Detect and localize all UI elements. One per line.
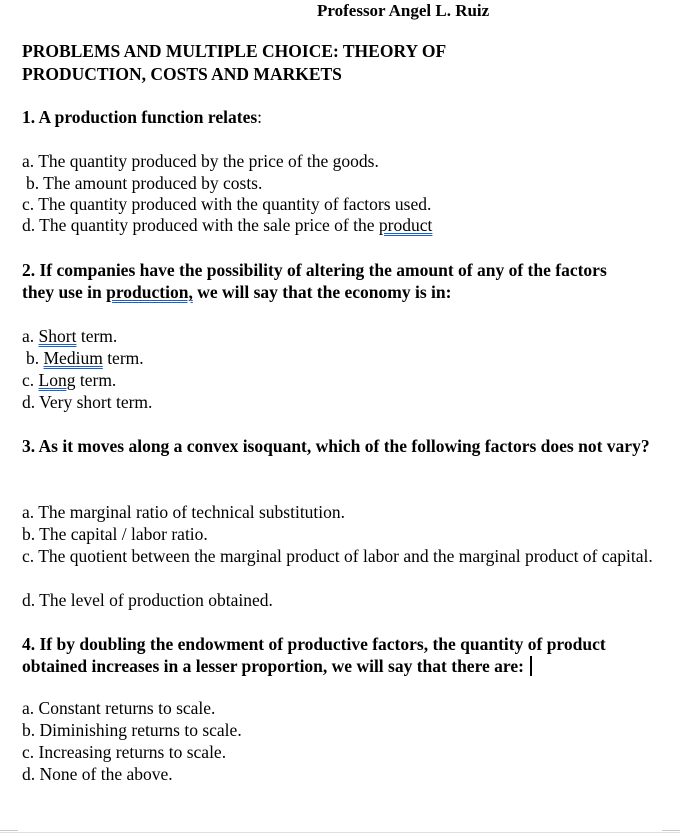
- question-1-option-b: b. The amount produced by costs.: [26, 173, 263, 193]
- question-1-colon: :: [257, 107, 263, 127]
- question-1-option-a: a. The quantity produced by the price of the goods.: [22, 151, 379, 171]
- question-4-text: 4. If by doubling the endowment of productive factors, the quantity of product obtained increases in a lesser proportion, we will say that there are:: [22, 634, 606, 676]
- option-letter: b.: [26, 348, 44, 368]
- option-letter: c.: [22, 370, 39, 390]
- question-3-option-b: b. The capital / labor ratio.: [22, 524, 208, 544]
- spellcheck-word[interactable]: product: [378, 215, 433, 235]
- question-4-option-d: d. None of the above.: [22, 764, 173, 784]
- question-3: 3. As it moves along a convex isoquant, which of the following factors does not vary?: [22, 436, 650, 456]
- option-suffix: term.: [75, 370, 117, 390]
- question-4-option-a: a. Constant returns to scale.: [22, 698, 216, 718]
- question-2: [22, 259, 667, 303]
- spellcheck-word[interactable]: Long: [38, 370, 76, 390]
- question-1-option-d: [22, 214, 432, 236]
- question-2-option-b: [26, 347, 144, 369]
- question-1-number: 1.: [22, 107, 36, 127]
- document-title-line-1: PROBLEMS AND MULTIPLE CHOICE: THEORY OF: [22, 41, 447, 61]
- question-1: [22, 106, 667, 128]
- header-author: Professor Angel L. Ruiz: [317, 1, 490, 20]
- question-2-line-2-suffix: we will say that the economy is in:: [192, 282, 452, 302]
- question-2-line-2-prefix: they use in: [22, 282, 107, 302]
- page-corner-mark-left: [0, 830, 18, 831]
- question-2-option-a: [22, 325, 117, 347]
- question-3-option-d: d. The level of production obtained.: [22, 590, 273, 610]
- page-bottom-edge: [0, 832, 680, 833]
- text-cursor: [530, 656, 532, 676]
- document-title: [22, 40, 582, 86]
- spellcheck-word[interactable]: Short: [38, 326, 77, 346]
- question-2-line-2: [22, 281, 667, 303]
- question-3-option-a: a. The marginal ratio of technical substitution.: [22, 502, 346, 522]
- question-4: [22, 633, 667, 677]
- document-title-line-2: PRODUCTION, COSTS AND MARKETS: [22, 64, 342, 84]
- question-1-option-c: c. The quantity produced with the quantity of factors used.: [22, 194, 432, 214]
- option-letter: a.: [22, 326, 39, 346]
- option-suffix: term.: [76, 326, 118, 346]
- question-2-line-1: 2. If companies have the possibility of altering the amount of any of the factors: [22, 260, 607, 280]
- page-corner-mark-right: [662, 830, 680, 831]
- question-1-option-d-text: d. The quantity produced with the sale price of the: [22, 215, 379, 235]
- question-4-option-c: c. Increasing returns to scale.: [22, 742, 227, 762]
- question-1-text: A production function relates: [38, 107, 258, 127]
- spellcheck-word[interactable]: Medium: [43, 348, 103, 368]
- spellcheck-word[interactable]: production,: [106, 282, 193, 302]
- option-suffix: term.: [102, 348, 144, 368]
- question-2-option-c: [22, 369, 116, 391]
- question-2-option-d: d. Very short term.: [22, 392, 153, 412]
- question-3-option-c: c. The quotient between the marginal product of labor and the marginal product of capital.: [22, 546, 653, 566]
- question-4-option-b: b. Diminishing returns to scale.: [22, 720, 242, 740]
